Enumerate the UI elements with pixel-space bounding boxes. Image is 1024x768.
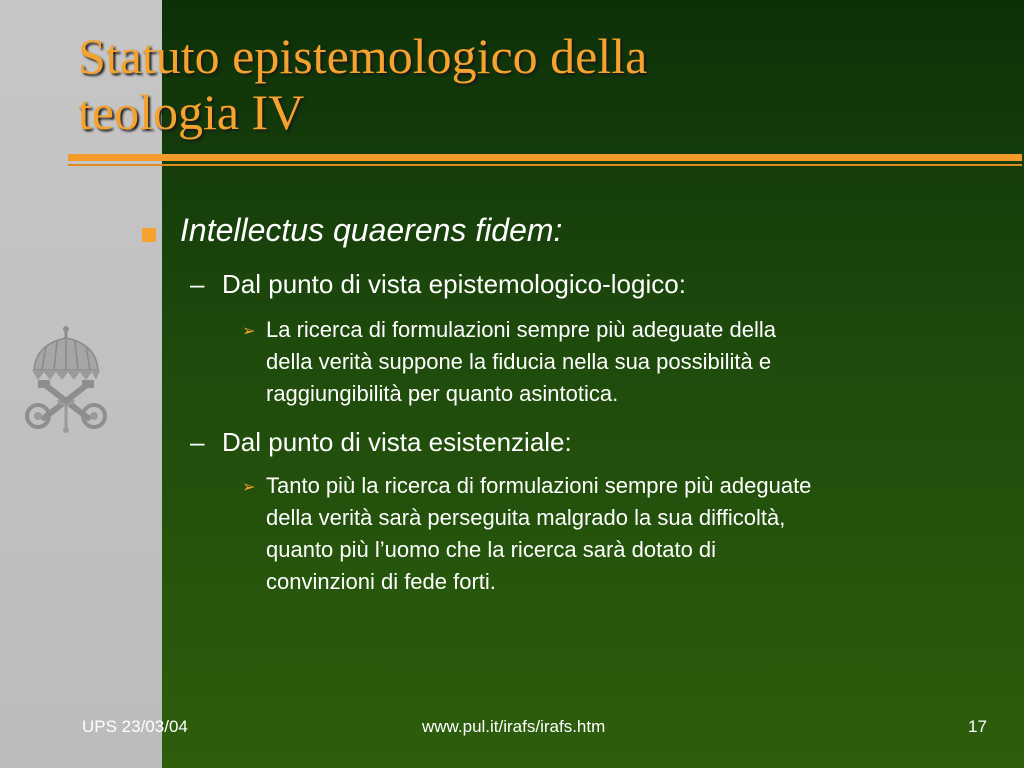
slide-title-line: teologia IV: [78, 84, 305, 140]
detail-line: convinzioni di fede forti.: [266, 569, 496, 594]
square-bullet-icon: [142, 228, 156, 242]
detail-line: della verità suppone la fiducia nella sua possibilità e: [266, 349, 772, 374]
detail-line: quanto più l’uomo che la ricerca sarà dotato di: [266, 537, 717, 562]
detail-line: della verità sarà perseguita malgrado la sua difficoltà,: [266, 505, 786, 530]
dash-bullet-icon: –: [190, 427, 205, 457]
sub-bullet-epistemological: Dal punto di vista epistemologico-logico:: [222, 269, 686, 299]
detail-epistemological: [266, 314, 996, 410]
arrow-bullet-icon: ➢: [242, 479, 256, 496]
dash-bullet-icon: –: [190, 269, 205, 299]
footer-date: UPS 23/03/04: [82, 717, 188, 736]
detail-line: Tanto più la ricerca di formulazioni sempre più adeguate: [266, 473, 812, 498]
footer-url: www.pul.it/irafs/irafs.htm: [422, 717, 606, 736]
sub-bullet-existential: Dal punto di vista esistenziale:: [222, 427, 572, 457]
slide-title-line: Statuto epistemologico della: [78, 28, 648, 84]
detail-existential: [266, 470, 996, 598]
arrow-bullet-icon: ➢: [242, 323, 256, 340]
slide-number: 17: [968, 717, 987, 736]
main-bullet-text: Intellectus quaerens fidem:: [180, 212, 563, 248]
detail-line: raggiungibilità per quanto asintotica.: [266, 381, 619, 406]
detail-line: La ricerca di formulazioni sempre più adeguate della: [266, 317, 776, 342]
